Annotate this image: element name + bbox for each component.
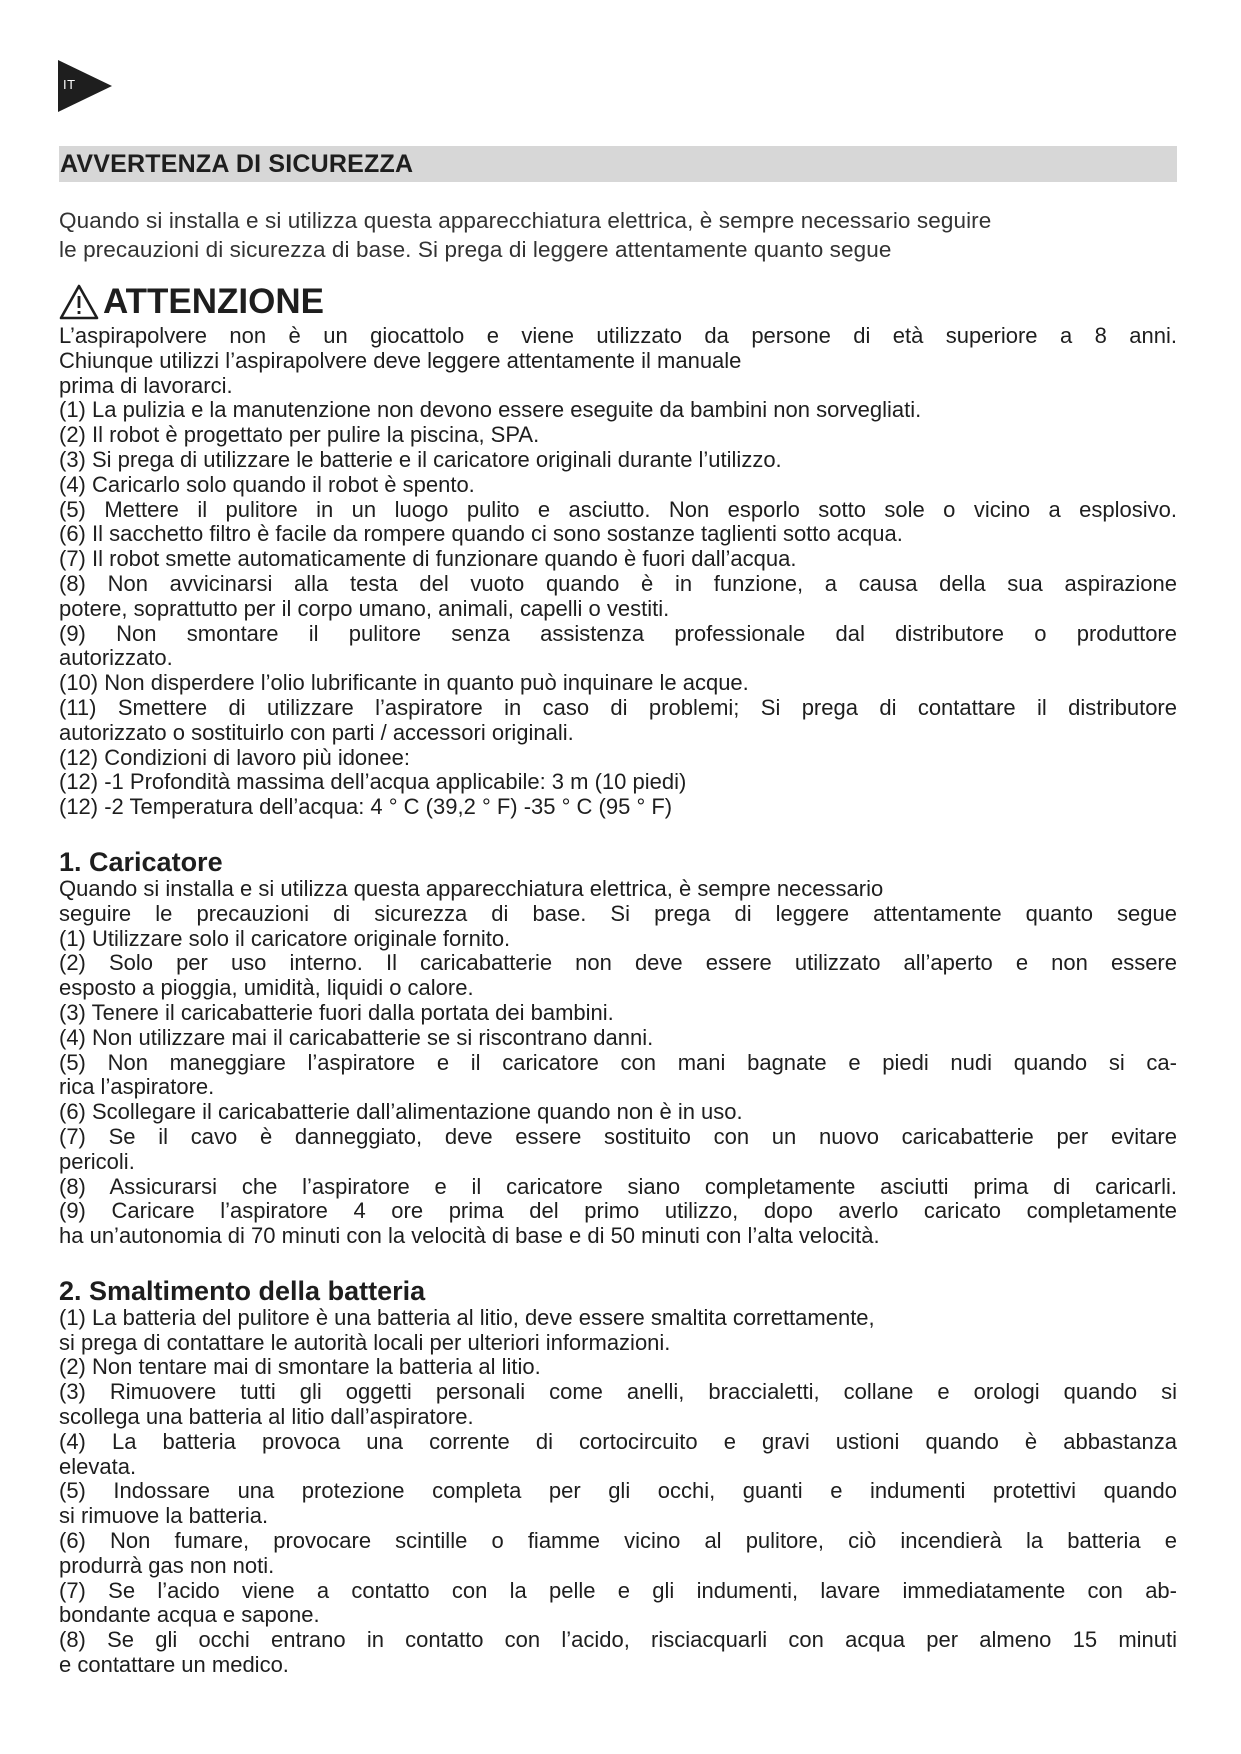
list-item: (3) Si prega di utilizzare le batterie e il caricatore originali durante l’utilizzo.: [59, 447, 782, 472]
list-item: (5) Non maneggiare l’aspiratore e il caricatore con mani bagnate e piedi nudi quando si ca-: [59, 1050, 1177, 1075]
list-item: (1) Utilizzare solo il caricatore originale fornito.: [59, 926, 511, 951]
list-item: (4) Non utilizzare mai il caricabatterie se si riscontrano danni.: [59, 1025, 654, 1050]
list-item: (1) La pulizia e la manutenzione non devono essere eseguite da bambini non sorvegliati.: [59, 398, 922, 423]
list-item: (2) Solo per uso interno. Il caricabatterie non deve essere utilizzato all’aperto e non essere: [59, 951, 1177, 976]
list-item: L’aspirapolvere non è un giocattolo e viene utilizzato da persone di età superiore a 8 anni.: [59, 324, 1177, 348]
list-item: si prega di contattare le autorità locali per ulteriori informazioni.: [59, 1330, 671, 1355]
list-item: (7) Se il cavo è danneggiato, deve essere sostituito con un nuovo caricabatterie per evitare: [59, 1124, 1177, 1149]
list-item: bondante acqua e sapone.: [59, 1603, 320, 1628]
attention-title: ATTENZIONE: [103, 282, 325, 321]
list-item: (8) Non avvicinarsi alla testa del vuoto quando è in funzione, a causa della sua aspirazione: [59, 571, 1177, 596]
list-item: autorizzato.: [59, 646, 173, 671]
battery-section-title: 2. Smaltimento della batteria: [59, 1275, 426, 1306]
charger-list: [59, 877, 1177, 1249]
list-item: esposto a pioggia, umidità, liquidi o calore.: [59, 976, 474, 1001]
list-item: (2) Il robot è progettato per pulire la piscina, SPA.: [59, 423, 540, 448]
list-item: (5) Mettere il pulitore in un luogo pulito e asciutto. Non esporlo sotto sole o vicino a esplosivo.: [59, 497, 1177, 522]
list-item: (5) Indossare una protezione completa per gli occhi, guanti e indumenti protettivi quando: [59, 1479, 1177, 1504]
battery-list: [59, 1306, 1177, 1678]
list-item: autorizzato o sostituirlo con parti / accessori originali.: [59, 720, 574, 745]
list-item: (4) La batteria provoca una corrente di cortocircuito e gravi ustioni quando è abbastanza: [59, 1429, 1177, 1454]
list-item: (9) Non smontare il pulitore senza assistenza professionale dal distributore o produttore: [59, 621, 1177, 646]
list-item: Quando si installa e si utilizza questa apparecchiatura elettrica, è sempre necessario: [59, 876, 884, 901]
list-item: (10) Non disperdere l’olio lubrificante in quanto può inquinare le acque.: [59, 671, 749, 696]
list-item: rica l’aspiratore.: [59, 1075, 215, 1100]
list-item: (12) -1 Profondità massima dell’acqua applicabile: 3 m (10 piedi): [59, 770, 687, 795]
list-item: (7) Il robot smette automaticamente di funzionare quando è fuori dall’acqua.: [59, 547, 797, 572]
list-item: (4) Caricarlo solo quando il robot è spento.: [59, 472, 475, 497]
attention-list: [59, 324, 1177, 820]
list-item: potere, soprattutto per il corpo umano, animali, capelli o vestiti.: [59, 596, 670, 621]
list-item: (9) Caricare l’aspiratore 4 ore prima del primo utilizzo, dopo averlo caricato completamente: [59, 1199, 1177, 1224]
list-item: (8) Assicurarsi che l’aspiratore e il caricatore siano completamente asciutti prima di caricarli.: [59, 1174, 1177, 1199]
list-item: (6) Non fumare, provocare scintille o fiamme vicino al pulitore, ciò incendierà la batteria e: [59, 1529, 1177, 1554]
warning-triangle-icon: [59, 284, 99, 320]
language-code: IT: [63, 77, 76, 92]
list-item: (2) Non tentare mai di smontare la batteria al litio.: [59, 1355, 541, 1380]
list-item: (6) Scollegare il caricabatterie dall’alimentazione quando non è in uso.: [59, 1100, 743, 1125]
list-item: e contattare un medico.: [59, 1653, 289, 1678]
list-item: (6) Il sacchetto filtro è facile da rompere quando ci sono sostanze taglienti sotto acqua.: [59, 522, 903, 547]
list-item: seguire le precauzioni di sicurezza di base. Si prega di leggere attentamente quanto segue: [59, 901, 1177, 926]
list-item: (3) Rimuovere tutti gli oggetti personali come anelli, braccialetti, collane e orologi quando si: [59, 1380, 1177, 1405]
list-item: pericoli.: [59, 1149, 135, 1174]
list-item: elevata.: [59, 1454, 137, 1479]
intro-line: Quando si installa e si utilizza questa apparecchiatura elettrica, è sempre necessario seguire: [59, 208, 992, 233]
list-item: (12) -2 Temperatura dell’acqua: 4 ° C (39,2 ° F) -35 ° C (95 ° F): [59, 795, 673, 820]
list-item: (12) Condizioni di lavoro più idonee:: [59, 745, 410, 770]
list-item: (7) Se l’acido viene a contatto con la pelle e gli indumenti, lavare immediatamente con ab-: [59, 1578, 1177, 1603]
list-item: si rimuove la batteria.: [59, 1504, 269, 1529]
list-item: (8) Se gli occhi entrano in contatto con l’acido, risciacquarli con acqua per almeno 15 minuti: [59, 1628, 1177, 1653]
list-item: produrrà gas non noti.: [59, 1553, 275, 1578]
list-item: prima di lavorarci.: [59, 373, 233, 398]
safety-heading: AVVERTENZA DI SICUREZZA: [59, 146, 1177, 182]
charger-section-title: 1. Caricatore: [59, 846, 223, 877]
document-body: [59, 146, 1177, 1678]
attention-heading: [59, 280, 1177, 324]
list-item: ha un’autonomia di 70 minuti con la velocità di base e di 50 minuti con l’alta velocità.: [59, 1224, 880, 1249]
list-item: (3) Tenere il caricabatterie fuori dalla portata dei bambini.: [59, 1000, 614, 1025]
list-item: (11) Smettere di utilizzare l’aspiratore in caso di problemi; Si prega di contattare il distributore: [59, 695, 1177, 720]
safety-intro: [59, 206, 1177, 264]
intro-line: le precauzioni di sicurezza di base. Si prega di leggere attentamente quanto segue: [59, 237, 892, 262]
list-item: Chiunque utilizzi l’aspirapolvere deve leggere attentamente il manuale: [59, 348, 742, 373]
list-item: (1) La batteria del pulitore è una batteria al litio, deve essere smaltita correttamente,: [59, 1305, 875, 1330]
list-item: scollega una batteria al litio dall’aspiratore.: [59, 1405, 474, 1430]
